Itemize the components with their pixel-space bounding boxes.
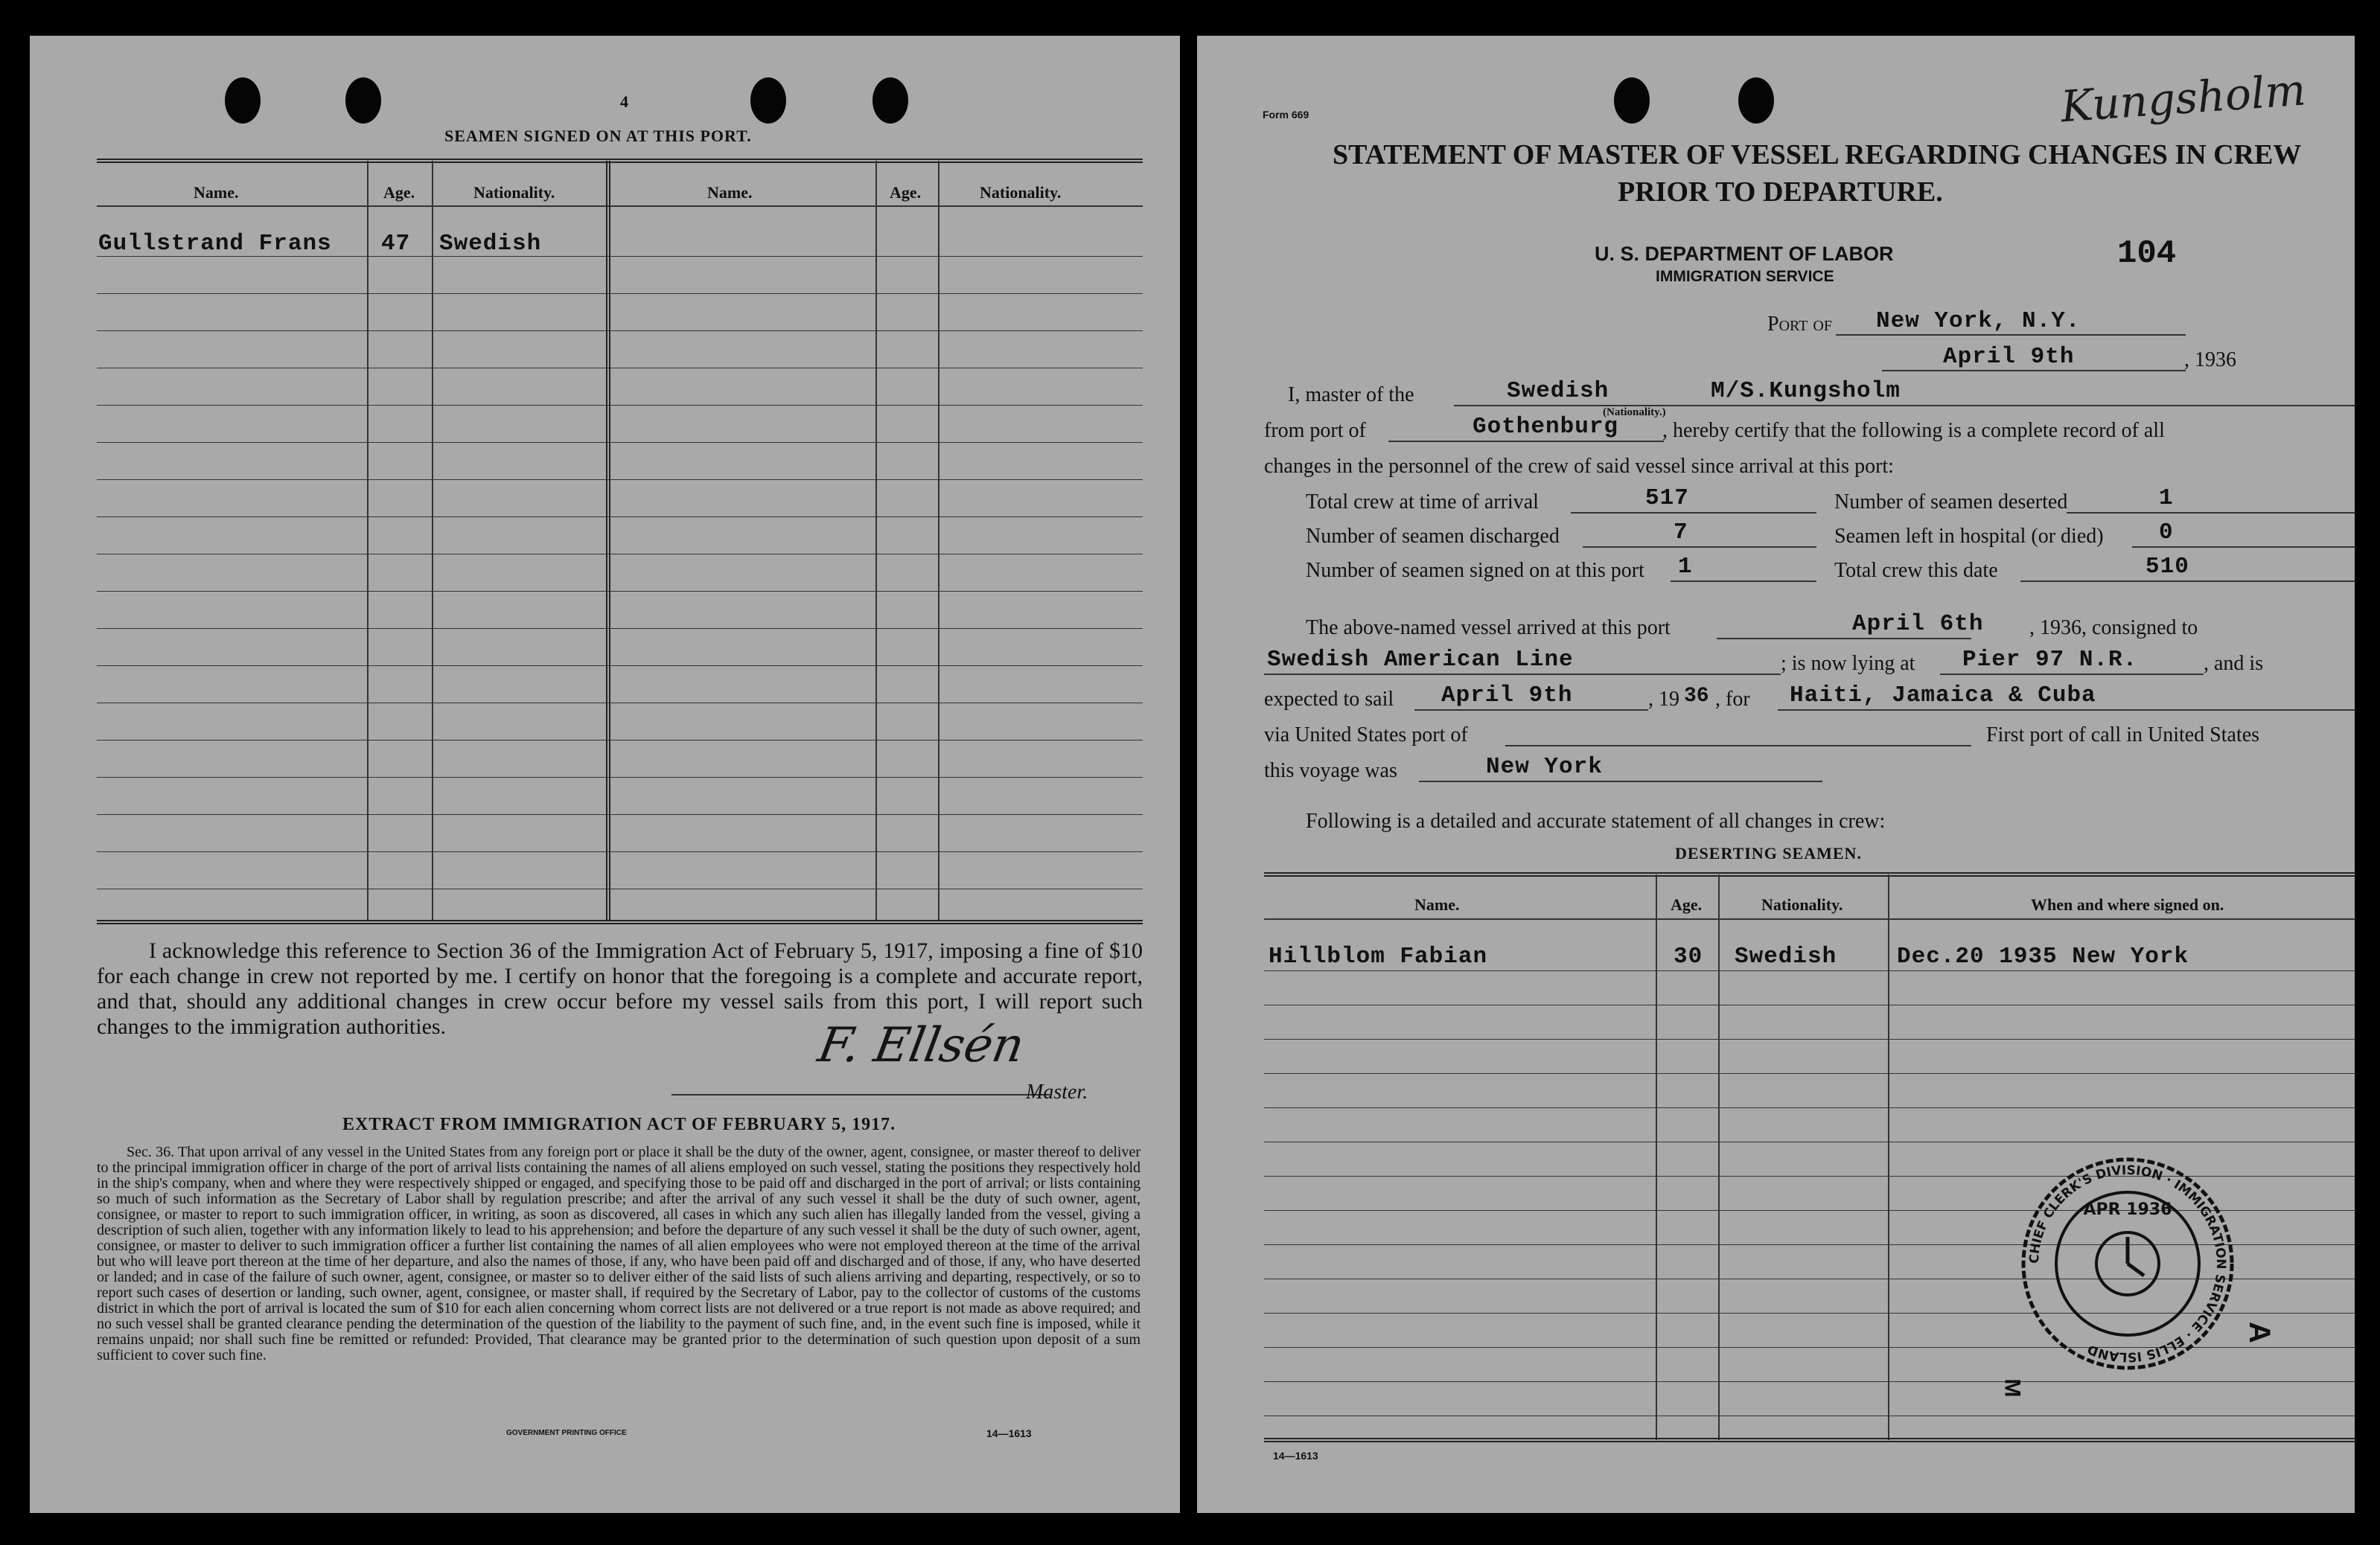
- sail-date: April 9th: [1441, 682, 1573, 708]
- stat-line: [1671, 580, 1816, 582]
- destination-line: [1778, 709, 2355, 711]
- punch-hole: [345, 77, 381, 124]
- col-header-age: Age.: [383, 183, 415, 202]
- col-header-name-2: Name.: [707, 183, 753, 202]
- date-line: [1882, 370, 2186, 371]
- master-of-label: I, master of the: [1288, 383, 1414, 406]
- form-label: Form 669: [1263, 109, 1309, 121]
- handwritten-note: Kungsholm: [2059, 64, 2308, 132]
- form-title-line1: STATEMENT OF MASTER OF VESSEL REGARDING CHANGES IN CREW: [1333, 139, 2302, 170]
- col-divider: [367, 161, 369, 920]
- arrived-line: [1717, 638, 1971, 639]
- deserting-title: DESERTING SEAMEN.: [1675, 844, 1862, 863]
- punch-hole: [225, 77, 261, 124]
- deserter-nationality: Swedish: [1735, 944, 1837, 970]
- printer-imprint: GOVERNMENT PRINTING OFFICE: [506, 1429, 627, 1437]
- following-text: Following is a detailed and accurate statement of all changes in crew:: [1306, 810, 1886, 833]
- seaman-name: Gullstrand Frans: [98, 231, 332, 257]
- extract-text: Sec. 36. That upon arrival of any vessel in the United States from any foreign port or place it shall be the duty of the owner, agent, consignee, or master thereof to deliver to the principal immigration officer in charge of the port of arrival lists containing the names of all aliens employed on such vessel, stating the positions they respectively hold in the ship's company, when and where they were respectively shipped or engaged, and specifying those to be paid off and discharged in the port of arrival; or lists containing so much of such information as the Secretary of Labor shall by regulation prescribe; and after the arrival of any such vessel it shall be the duty of such owner, agent, consignee, or master to report to such immigration officer, in writing, as soon as discovered, all cases in which any such alien has illegally landed from the vessel, giving a description of such alien, together with any information likely to lead to his apprehension; and before the departure of any such vessel it shall be the duty of such owner, agent, consignee, or master to deliver to such immigration officer a further list containing the names of all alien employees who were not employed thereon at the time of the arrival but who will leave port thereon at the time of her departure, and also the names of those, if any, who have been paid off and discharged and of those, if any, who have deserted or landed; and in case of the failure of such owner, agent, consignee, or master so to deliver either of the said lists of such aliens arriving and departing, respectively, or so to report such cases of desertion or landing, such owner, agent, consignee, or master shall, if required by the Secretary of Labor, pay to the collector of customs of the customs district in which the port of arrival is located the sum of $10 for each alien concerning whom correct lists are not delivered or a true report is not made as above required; and no such vessel shall be granted clearance pending the determination of the question of the liability to the payment of such fine, and, in the event such fine is imposed, while it remains unpaid; nor shall such fine be remitted or refunded: Provided, That clearance may be granted prior to the determination of such question upon deposit of a sum sufficient to cover such fine.: [97, 1144, 1140, 1363]
- col-divider: [1656, 874, 1657, 1440]
- ellis-island-stamp-icon: [2016, 1152, 2239, 1375]
- pier-line: [1940, 674, 2204, 675]
- service-label: IMMIGRATION SERVICE: [1656, 268, 1834, 285]
- stat-line: [1571, 512, 1816, 514]
- seaman-age: 47: [381, 231, 411, 257]
- master-label: Master.: [1026, 1081, 1088, 1104]
- punch-hole: [872, 77, 908, 124]
- nationality-caption: (Nationality.): [1603, 406, 1666, 418]
- extract-title: EXTRACT FROM IMMIGRATION ACT OF FEBRUARY 5, 1917.: [342, 1115, 896, 1134]
- deserting-col-nationality: Nationality.: [1761, 895, 1843, 914]
- punch-hole: [1614, 77, 1650, 124]
- form-code-left: 14—1613: [986, 1427, 1032, 1439]
- total-crew-date-label: Total crew this date: [1834, 559, 1998, 582]
- first-port-value: New York: [1486, 754, 1603, 780]
- arrived-year: , 1936, consigned to: [2029, 616, 2198, 639]
- hospital-label: Seamen left in hospital (or died): [1834, 525, 2104, 548]
- form-code-right: 14—1613: [1273, 1450, 1318, 1462]
- via-label: via United States port of: [1264, 723, 1468, 746]
- department-label: U. S. DEPARTMENT OF LABOR: [1595, 243, 1894, 265]
- port-line: [1836, 334, 2186, 336]
- deserting-header-rule: [1264, 918, 2355, 920]
- stamp-letter-a: A: [2242, 1322, 2276, 1343]
- via-line: [1505, 745, 1971, 746]
- for-label: , for: [1715, 688, 1750, 711]
- col-divider: [1718, 874, 1720, 1440]
- col-header-age-2: Age.: [890, 183, 922, 202]
- acknowledgment-text: I acknowledge this reference to Section 36 of the Immigration Act of February 5, 1917, imposing a fine of $10 for each change in crew not reported by me. I certify on honor that the foregoing is a complete and accurate report, and that, should any additional changes in crew occur before my vessel sails from this port, I will report such changes to the immigration authorities.: [97, 938, 1143, 1039]
- seaman-nationality: Swedish: [439, 231, 542, 257]
- from-port-line: [1388, 441, 1664, 442]
- table-header-rule: [97, 205, 1143, 207]
- left-page: [30, 36, 1180, 1513]
- total-crew-date-value: 510: [2145, 554, 2189, 580]
- stat-line: [2132, 546, 2355, 548]
- port-value: New York, N.Y.: [1876, 308, 2081, 334]
- hospital-value: 0: [2159, 519, 2174, 546]
- total-crew-arrival-label: Total crew at time of arrival: [1306, 490, 1539, 514]
- changes-text: changes in the personnel of the crew of said vessel since arrival at this port:: [1264, 455, 1894, 478]
- page-number: 4: [620, 92, 628, 111]
- this-voyage-label: this voyage was: [1264, 759, 1397, 782]
- certify-text: , hereby certify that the following is a complete record of all: [1662, 419, 2165, 442]
- lying-label: ; is now lying at: [1781, 652, 1915, 675]
- sail-date-line: [1414, 709, 1648, 711]
- year-suffix: , 1936: [2184, 348, 2236, 371]
- first-port-line: [1419, 781, 1822, 782]
- col-divider: [938, 161, 939, 920]
- col-divider: [432, 161, 433, 920]
- deserting-bottom-rule: [1264, 1438, 2355, 1442]
- deserting-top-rule: [1264, 872, 2355, 877]
- table-top-rule: [97, 159, 1143, 163]
- col-header-nationality: Nationality.: [473, 183, 555, 202]
- col-header-name: Name.: [194, 183, 239, 202]
- vessel-value: M/S.Kungsholm: [1711, 378, 1901, 404]
- deserting-col-age: Age.: [1671, 895, 1703, 914]
- from-port-value: Gothenburg: [1473, 414, 1619, 440]
- consignee-value: Swedish American Line: [1267, 647, 1574, 673]
- right-page: [1197, 36, 2355, 1513]
- date-value: April 9th: [1943, 344, 2075, 370]
- discharged-value: 7: [1674, 519, 1688, 546]
- and-is-text: , and is: [2204, 652, 2264, 675]
- stat-line: [1583, 546, 1816, 548]
- form-number: 104: [2117, 235, 2177, 272]
- master-signature: F. Ellsén: [814, 1018, 1029, 1073]
- signed-on-label: Number of seamen signed on at this port: [1306, 559, 1644, 582]
- stamp-letter-m: M: [2000, 1378, 2025, 1398]
- first-port-label: First port of call in United States: [1986, 723, 2260, 746]
- stamp-date: APR 1936: [2083, 1200, 2172, 1219]
- signed-on-value: 1: [1678, 554, 1693, 580]
- deserted-label: Number of seamen deserted: [1834, 490, 2068, 514]
- from-port-label: from port of: [1264, 419, 1366, 442]
- stat-line: [2067, 512, 2355, 514]
- col-header-nationality-2: Nationality.: [980, 183, 1062, 202]
- deserter-name: Hillblom Fabian: [1269, 944, 1488, 970]
- sail-year-prefix: , 19: [1648, 688, 1679, 711]
- discharged-label: Number of seamen discharged: [1306, 525, 1560, 548]
- port-label: Port of: [1767, 313, 1832, 336]
- col-divider: [875, 161, 877, 920]
- arrived-date: April 6th: [1852, 611, 1984, 637]
- pier-value: Pier 97 N.R.: [1962, 647, 2138, 673]
- deserter-signed-on: Dec.20 1935 New York: [1897, 944, 2189, 970]
- deserting-col-signed-on: When and where signed on.: [2031, 895, 2224, 914]
- col-divider: [1888, 874, 1889, 1440]
- arrived-label: The above-named vessel arrived at this port: [1306, 616, 1671, 639]
- total-crew-arrival-value: 517: [1645, 485, 1689, 511]
- signature-line: [671, 1094, 1050, 1095]
- sail-year-typed: 36: [1684, 685, 1709, 708]
- center-divider: [606, 161, 610, 920]
- stat-line: [2020, 580, 2355, 582]
- consignee-line: [1264, 674, 1781, 675]
- deserted-value: 1: [2159, 485, 2174, 511]
- nationality-value: Swedish: [1507, 378, 1609, 404]
- master-line: [1454, 405, 2355, 406]
- form-title-line2: PRIOR TO DEPARTURE.: [1618, 176, 1943, 208]
- punch-hole: [750, 77, 786, 124]
- stamp-outer-text: CHIEF CLERK'S DIVISION · IMMIGRATION SERVICE · ELLIS ISLAND: [2026, 1162, 2229, 1365]
- table-bottom-rule: [97, 920, 1143, 924]
- seamen-signed-title: SEAMEN SIGNED ON AT THIS PORT.: [444, 127, 752, 145]
- deserting-col-name: Name.: [1414, 895, 1460, 914]
- deserter-age: 30: [1674, 944, 1703, 970]
- expected-label: expected to sail: [1264, 688, 1394, 711]
- destination-value: Haiti, Jamaica & Cuba: [1790, 682, 2096, 708]
- punch-hole: [1738, 77, 1774, 124]
